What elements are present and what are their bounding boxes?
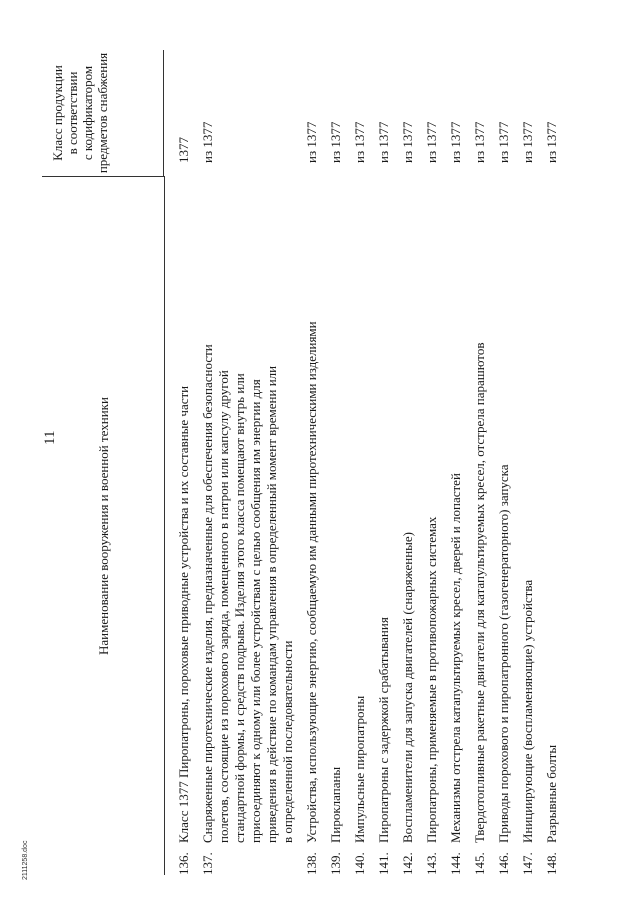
row-name-line: Механизмы отстрела катапультируемых кресел, дверей и лопастей (448, 473, 463, 843)
row-name (328, 203, 344, 843)
rotated-table (42, 20, 602, 875)
row-name (544, 203, 560, 843)
row-number: 147. (520, 852, 535, 875)
page-number: 11 (42, 430, 58, 445)
row-name (496, 203, 512, 843)
header-class-line: предметов снабжения (95, 52, 110, 174)
row-name (448, 203, 464, 843)
row-class-code: из 1377 (328, 121, 343, 163)
row-class-code: из 1377 (352, 121, 367, 163)
file-name-footer: 2111258.doc (22, 840, 29, 880)
row-name (176, 203, 192, 843)
row-name-line: Пиропатроны с задержкой срабатывания (376, 617, 391, 843)
row-name-line: Инициирующие (воспламеняющие) устройства (520, 579, 535, 843)
row-name (352, 203, 368, 843)
row-class-code: 1377 (176, 137, 191, 163)
row-class-code: из 1377 (448, 121, 463, 163)
row-number: 137. (200, 852, 215, 875)
header-name-column: Наименование вооружения и военной техники (42, 176, 165, 875)
row-name-line: в определенной последовательности (280, 640, 295, 843)
row-class-code: из 1377 (424, 121, 439, 163)
row-name-line: Пироклапаны (328, 766, 343, 843)
row-number: 141. (376, 852, 391, 875)
header-class-line: Класс продукции (50, 65, 65, 161)
row-name-line: Класс 1377 Пиропатроны, пороховые приводные устройства и их составные части (176, 385, 191, 843)
row-class-code: из 1377 (520, 121, 535, 163)
row-number: 145. (472, 852, 487, 875)
header-class-line: в соответствии (65, 71, 80, 155)
row-name-line: Снаряженные пиротехнические изделия, предназначенные для обеспечения безопасности (200, 344, 215, 843)
row-name-line: Пиропатроны, применяемые в противопожарных системах (424, 516, 439, 843)
header-class-column (42, 50, 164, 176)
row-name (472, 203, 488, 843)
row-class-code: из 1377 (400, 121, 415, 163)
row-number: 146. (496, 852, 511, 875)
row-class-code: из 1377 (472, 121, 487, 163)
row-name-line: Разрывные болты (544, 744, 559, 843)
row-name (304, 203, 320, 843)
row-class-code: из 1377 (544, 121, 559, 163)
row-name (400, 203, 416, 843)
row-number: 139. (328, 852, 343, 875)
row-name (424, 203, 440, 843)
row-name-line: Воспламенители для запуска двигателей (снаряженные) (400, 532, 415, 843)
row-name (376, 203, 392, 843)
row-name-line: присоединяют к одному или более устройствам с целью сообщения им энергии для (248, 379, 263, 843)
row-class-code: из 1377 (376, 121, 391, 163)
header-class-line: с кодификатором (80, 65, 95, 161)
row-name-line: Устройства, использующие энергию, сообщаемую им данными пиротехническими изделиями (304, 321, 319, 843)
row-class-code: из 1377 (496, 121, 511, 163)
row-name-line: стандартной формы, и средств подрыва. Изделия этого класса помещают внутрь или (232, 373, 247, 843)
row-name-line: Импульсные пиропатроны (352, 695, 367, 843)
row-name-line: Приводы порохового и пиропатронного (газогенераторного) запуска (496, 464, 511, 843)
row-number: 138. (304, 852, 319, 875)
row-number: 148. (544, 852, 559, 875)
row-class-code: из 1377 (200, 121, 215, 163)
row-name-line: полетов, состоящие из порохового заряда, помещенного в патрон или капсулу другой (216, 370, 231, 843)
row-name (200, 203, 296, 843)
row-number: 136. (176, 852, 191, 875)
row-name (520, 203, 536, 843)
row-class-code: из 1377 (304, 121, 319, 163)
row-number: 143. (424, 852, 439, 875)
row-name-line: приведения в действие по командам управления в определенный момент времени или (264, 365, 279, 843)
row-name-line: Твердотопливные ракетные двигатели для катапультируемых кресел, отстрела парашютов (472, 342, 487, 843)
row-number: 140. (352, 852, 367, 875)
row-number: 144. (448, 852, 463, 875)
row-number: 142. (400, 852, 415, 875)
